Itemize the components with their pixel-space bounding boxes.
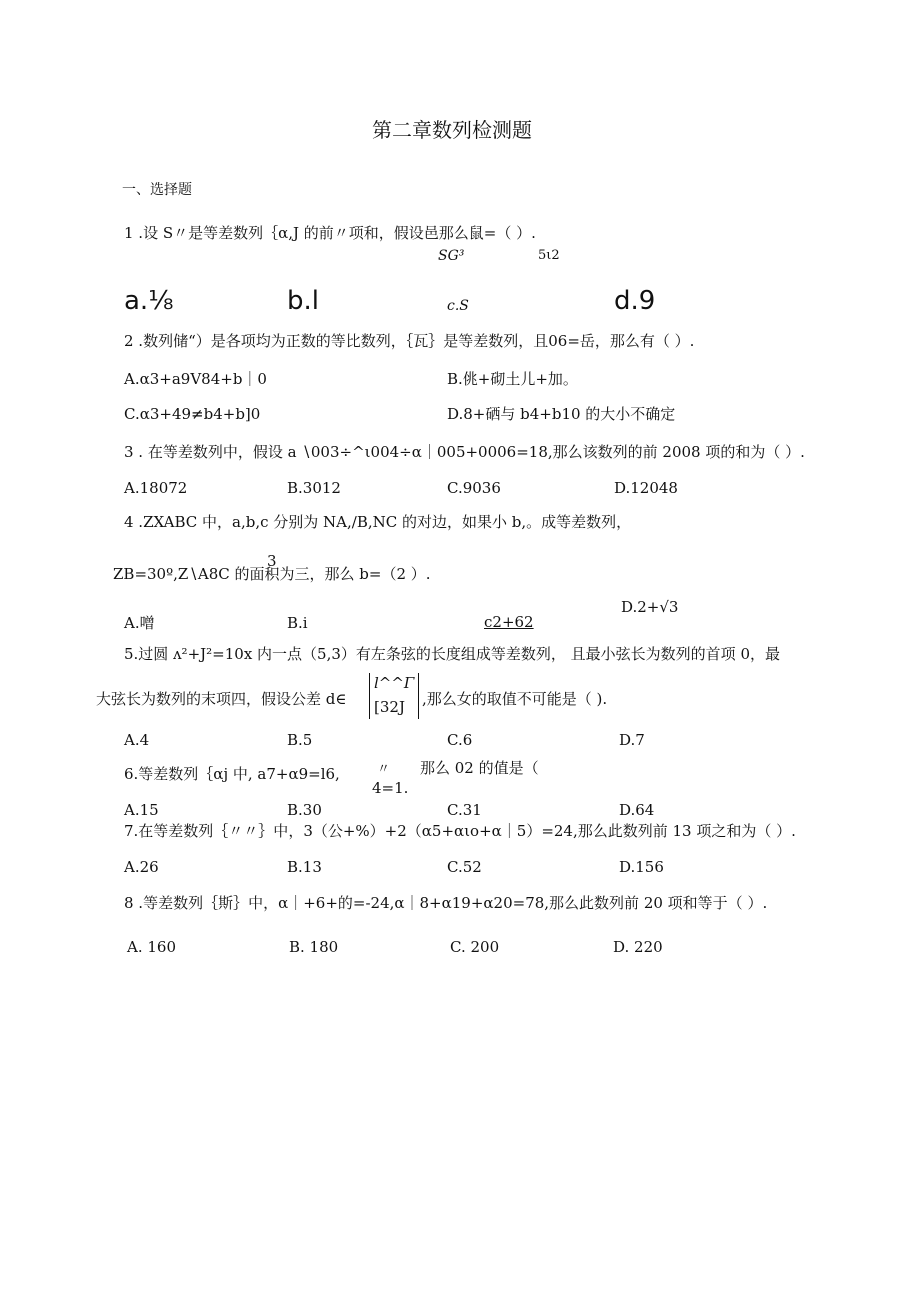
- question-8-option-d: D. 220: [613, 938, 663, 956]
- question-7-option-b: B.13: [287, 858, 322, 876]
- question-3-option-b: B.3012: [287, 479, 341, 497]
- question-3-option-c: C.9036: [447, 479, 501, 497]
- question-4-option-a: A.噌: [124, 614, 155, 632]
- question-6-option-b: B.30: [287, 801, 322, 819]
- question-1-stem: 1 .设 S〃是等差数列｛α,J 的前〃项和，假设邑那么鼠=（ ）.: [124, 224, 536, 242]
- question-5-option-c: C.6: [447, 731, 473, 749]
- question-5-option-a: A.4: [124, 731, 150, 749]
- question-4-option-b: B.i: [287, 614, 308, 632]
- question-6-option-a: A.15: [124, 801, 159, 819]
- question-8-option-c: C. 200: [450, 938, 500, 956]
- question-2-stem: 2 .数列储“）是各项均为正数的等比数列，｛瓦｝是等差数列，且06=岳，那么有（ ）.: [124, 332, 695, 350]
- question-6-option-c: C.31: [447, 801, 482, 819]
- question-7-stem: 7.在等差数列｛〃〃｝中，3（公+%）+2（α5+αιo+α｜5）=24,那么此数列前 13 项之和为（ ）.: [124, 822, 796, 840]
- question-6-note-bottom: 4=1.: [372, 779, 409, 797]
- page-title: 第二章数列检测题: [372, 118, 532, 142]
- question-2-option-b: B.佻+砌土儿+加。: [447, 370, 578, 388]
- question-4-stem-line2: ZB=30º,Z∖A8C 的面积为三，那么 b=（2 ）.: [113, 565, 431, 583]
- question-8-option-a: A. 160: [127, 938, 176, 956]
- question-1-option-d: d.9: [614, 286, 656, 316]
- question-5-option-b: B.5: [287, 731, 313, 749]
- question-1-option-c: c.S: [447, 298, 469, 314]
- question-4-fraction-top: 3: [267, 552, 277, 570]
- question-3-option-d: D.12048: [614, 479, 678, 497]
- question-6-stem-end: 那么 02 的值是（: [420, 759, 539, 777]
- question-5-set-top: l^^Γ: [374, 674, 415, 692]
- question-8-stem: 8 .等差数列｛斯｝中，α｜+6+的=-24,α｜8+α19+α20=78,那么此数列前 20 项和等于（ ）.: [124, 894, 768, 912]
- question-3-option-a: A.18072: [124, 479, 188, 497]
- question-5-set-bracket-right: [418, 673, 419, 719]
- question-4-stem-line1: 4 .ZXABC 中，a,b,c 分别为 NA,∕B,NC 的对边，如果小 b,。成等差数列，: [124, 513, 632, 531]
- question-2-option-d: D.8+硒与 b4+b10 的大小不确定: [447, 405, 676, 423]
- question-1-formula-right: 5ι2: [538, 248, 560, 263]
- question-5-stem-line2-start: 大弦长为数列的末项四，假设公差 d∈: [96, 690, 347, 708]
- question-1-option-b: b.l: [287, 286, 319, 316]
- question-4-option-c: c2+62: [484, 613, 534, 631]
- question-5-stem-line1: 5.过圆 ʌ²+J²=10x 内一点（5,3）有左条弦的长度组成等差数列， 且最小弦长为数列的首项 0，最: [124, 645, 780, 663]
- question-6-option-d: D.64: [619, 801, 655, 819]
- question-8-option-b: B. 180: [289, 938, 339, 956]
- question-2-option-a: A.α3+a9V84+b｜0: [124, 370, 267, 388]
- question-5-option-d: D.7: [619, 731, 645, 749]
- question-5-set-bracket-left: [369, 673, 370, 719]
- question-7-option-d: D.156: [619, 858, 664, 876]
- section-heading: 一、选择题: [122, 182, 192, 198]
- question-4-option-d: D.2+√3: [621, 598, 679, 616]
- question-2-option-c: C.α3+49≠b4+b]0: [124, 405, 261, 423]
- question-1-formula-left: SG³: [438, 248, 465, 264]
- question-7-option-c: C.52: [447, 858, 482, 876]
- question-5-stem-line2-end: ,那么女的取值不可能是（ ).: [422, 690, 608, 708]
- question-5-set-bottom: [32J: [374, 698, 405, 716]
- question-3-stem: 3 . 在等差数列中，假设 a ∖003÷^ι004÷α｜005+0006=18,那么该数列的前 2008 项的和为（ ）.: [124, 443, 805, 461]
- question-6-stem: 6.等差数列｛αj 中, a7+α9=l6,: [124, 765, 340, 783]
- question-1-option-a: a.⅛: [124, 286, 174, 316]
- question-6-note-top: 〃: [377, 762, 391, 777]
- question-7-option-a: A.26: [124, 858, 159, 876]
